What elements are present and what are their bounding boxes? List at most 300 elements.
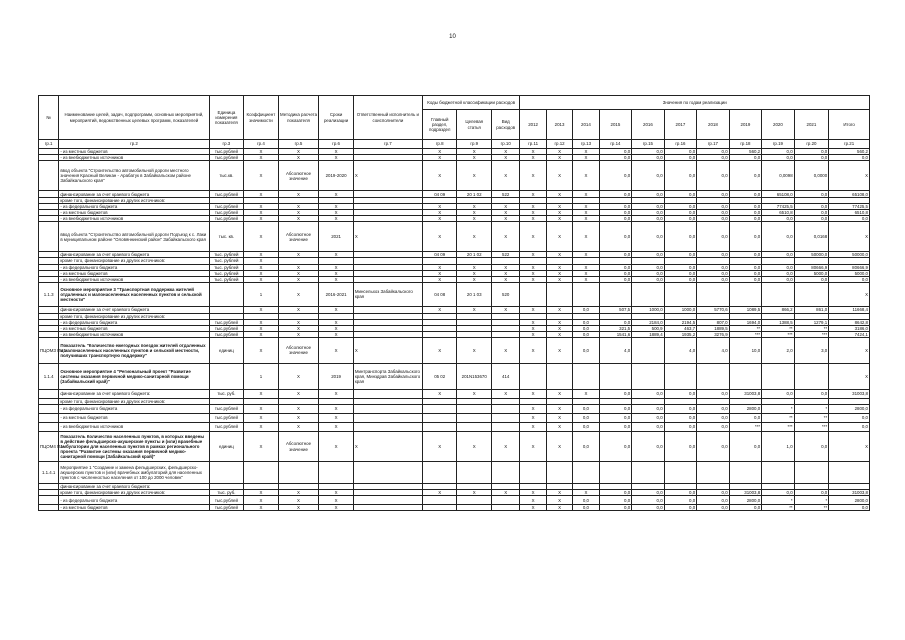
table-cell: 5770,6 [697, 306, 730, 313]
table-cell: 0,0 [794, 276, 829, 282]
table-cell: - из федерального бюджета [59, 319, 209, 325]
table-cell: 1694,0 [729, 319, 762, 325]
table-cell: 0,0 [729, 216, 762, 222]
table-cell: X [491, 337, 519, 363]
table-cell: X [546, 319, 572, 325]
table-cell: X [546, 505, 572, 511]
table-cell: X [422, 306, 457, 313]
table-cell: - из местных бюджетов [59, 325, 209, 331]
table-cell: - из местных бюджетов [59, 505, 209, 511]
table-cell: - из федерального бюджета [59, 204, 209, 210]
table-cell: 0,0 [599, 191, 632, 198]
table-cell: 0,0 [729, 276, 762, 282]
header-year: 2018 [697, 110, 730, 140]
table-cell: X [829, 363, 870, 389]
table-cell: X [457, 161, 492, 191]
table-cell: 0,0168 [794, 222, 829, 252]
table-cell: X [573, 210, 599, 216]
table-cell: X [457, 337, 492, 363]
table-cell: X [546, 276, 572, 282]
table-cell [664, 282, 697, 306]
table-cell: кроме того, финансирование из других источников: [59, 490, 209, 496]
table-cell: 0,0 [664, 149, 697, 155]
table-cell: тыс.рублей [209, 423, 244, 432]
table-cell: *** [794, 423, 829, 432]
table-cell: X [520, 222, 546, 252]
table-cell [599, 462, 632, 484]
table-cell: - из внебюджетных источников [59, 216, 209, 222]
column-number: гр.20 [794, 140, 829, 149]
table-cell: 0,0 [632, 222, 665, 252]
table-cell: X [422, 161, 457, 191]
table-cell: X [520, 405, 546, 414]
table-cell: X [520, 319, 546, 325]
table-cell: тыс.рублей [209, 210, 244, 216]
table-cell: 0,0 [729, 222, 762, 252]
table-cell [632, 337, 665, 363]
table-cell: 0,0 [632, 405, 665, 414]
table-cell [39, 414, 59, 423]
table-cell: X [546, 155, 572, 161]
table-cell: X [244, 331, 279, 337]
table-cell [729, 282, 762, 306]
table-cell: X [573, 222, 599, 252]
table-cell: X [520, 505, 546, 511]
table-cell: тыс. кв. [209, 222, 244, 252]
table-cell: X [422, 149, 457, 155]
table-cell: X [546, 496, 572, 505]
table-cell [546, 282, 572, 306]
table-cell: X [491, 432, 519, 462]
table-cell: * [762, 496, 795, 505]
table-cell: 0,0 [632, 276, 665, 282]
table-cell: - из внебюджетных источников [59, 276, 209, 282]
table-cell [422, 405, 457, 414]
header-kbk-type: Вид расходов [491, 110, 519, 140]
table-cell: 522 [491, 252, 519, 258]
table-cell: X [278, 319, 319, 325]
table-cell: X [244, 204, 279, 210]
table-cell: 20 1 02 [457, 252, 492, 258]
table-cell: тыс.рублей [209, 405, 244, 414]
table-cell: 1279,1 [794, 319, 829, 325]
table-cell: финансирование за счет краевого бюджета [59, 306, 209, 313]
table-cell: 0,0 [794, 204, 829, 210]
table-cell [829, 462, 870, 484]
table-cell [664, 462, 697, 484]
header-year: 2013 [546, 110, 572, 140]
table-cell: 0,0 [632, 270, 665, 276]
table-cell: 861,0 [794, 306, 829, 313]
table-cell: 2184,0 [632, 319, 665, 325]
table-cell: X [244, 264, 279, 270]
table-cell: X [457, 149, 492, 155]
table-cell: X [244, 490, 279, 496]
table-cell: 0,0 [599, 270, 632, 276]
table-cell [244, 462, 279, 484]
table-cell: X [829, 432, 870, 462]
table-cell: X [573, 149, 599, 155]
table-cell: 560,2 [829, 149, 870, 155]
table-cell: X [278, 191, 319, 198]
table-row [39, 496, 870, 505]
table-cell [457, 505, 492, 511]
table-cell [39, 405, 59, 414]
table-cell: 0,0 [632, 389, 665, 398]
table-cell: ПЦОМЗ ПЦ1 [39, 337, 59, 363]
table-row [39, 363, 870, 389]
table-cell [491, 414, 519, 423]
table-cell [697, 282, 730, 306]
table-cell: X [491, 222, 519, 252]
table-cell: 0,0 [829, 155, 870, 161]
column-number: гр.17 [697, 140, 730, 149]
table-cell: Абсолютное значение [278, 161, 319, 191]
table-cell: 0,0 [664, 191, 697, 198]
table-cell: X [244, 496, 279, 505]
table-cell: 0,0 [664, 264, 697, 270]
table-cell: X [278, 490, 319, 496]
table-cell: X [457, 270, 492, 276]
table-cell: 0,0 [599, 319, 632, 325]
table-cell: X [491, 149, 519, 155]
table-cell: X [244, 270, 279, 276]
table-cell: 0,0 [762, 276, 795, 282]
table-cell: X [546, 423, 572, 432]
column-number: гр.1 [39, 140, 59, 149]
table-cell: 0,0 [632, 432, 665, 462]
table-cell: - из внебюджетных источников [59, 331, 209, 337]
table-row [39, 161, 870, 191]
table-cell: 0,0 [762, 216, 795, 222]
table-cell: 0,0 [632, 490, 665, 496]
table-cell: X [457, 490, 492, 496]
table-cell: 0,0 [664, 389, 697, 398]
table-cell: 0,0 [599, 496, 632, 505]
table-cell: X [244, 414, 279, 423]
table-cell: 0,0 [697, 490, 730, 496]
table-cell: Основное мероприятие 4 "Региональный проект "Развитие системы оказания первичной медико-санитарной помощи (Забайкальский край)" [59, 363, 209, 389]
table-cell: - из внебюджетных источников [59, 423, 209, 432]
table-row [39, 337, 870, 363]
table-cell: 0,0 [664, 222, 697, 252]
table-cell: X [319, 204, 354, 210]
header-year: 2020 [762, 110, 795, 140]
table-cell: X [422, 337, 457, 363]
table-cell: X [573, 276, 599, 282]
table-cell [491, 462, 519, 484]
table-cell: 80666,9 [829, 264, 870, 270]
table-cell: 0,0 [729, 264, 762, 270]
table-cell: X [278, 252, 319, 258]
table-cell: X [573, 252, 599, 258]
table-cell: X [829, 222, 870, 252]
table-cell [353, 505, 422, 511]
header-name: Наименование целей, задач, подпрограмм, основных мероприятий, мероприятий, ведомственных целевых программ, показателей [59, 96, 209, 140]
table-cell: финансирование за счет краевого бюджета: [59, 389, 209, 398]
table-cell: X [319, 319, 354, 325]
table-cell: тыс.рублей [209, 414, 244, 423]
table-cell: 0,0 [573, 496, 599, 505]
table-cell: X [244, 252, 279, 258]
table-cell: 0,0 [632, 496, 665, 505]
table-cell: 0,0 [729, 191, 762, 198]
table-cell: X [319, 191, 354, 198]
table-cell: 1388,5 [762, 319, 795, 325]
column-number: гр.3 [209, 140, 244, 149]
table-cell [353, 423, 422, 432]
header-year: 2012 [520, 110, 546, 140]
table-cell [39, 496, 59, 505]
table-cell: X [244, 325, 279, 331]
table-cell: X [520, 155, 546, 161]
table-cell: X [520, 490, 546, 496]
header-kbk-article: Целевая статья [457, 110, 492, 140]
table-cell: 04 09 [422, 252, 457, 258]
table-cell: тыс.рублей [209, 319, 244, 325]
column-number: гр.8 [422, 140, 457, 149]
table-cell: X [457, 389, 492, 398]
table-cell [209, 306, 244, 313]
table-cell: X [278, 210, 319, 216]
table-cell: *** [762, 331, 795, 337]
table-cell: 0,0 [632, 264, 665, 270]
table-cell: 0,0 [762, 222, 795, 252]
table-cell: X [278, 331, 319, 337]
table-cell [491, 496, 519, 505]
table-cell [520, 282, 546, 306]
table-cell [762, 363, 795, 389]
table-cell: 0,0 [573, 325, 599, 331]
table-cell: X [491, 389, 519, 398]
table-cell: X [278, 423, 319, 432]
table-cell [762, 462, 795, 484]
table-cell: 11668,4 [829, 306, 870, 313]
table-cell: 31003,8 [729, 490, 762, 496]
table-cell: 0,0 [794, 155, 829, 161]
table-cell: ** [794, 325, 829, 331]
table-cell: 0,0 [599, 405, 632, 414]
table-cell: X [319, 389, 354, 398]
table-cell: 0,0 [829, 216, 870, 222]
table-cell: X [491, 161, 519, 191]
table-cell: X [520, 270, 546, 276]
table-cell: - из местных бюджетов [59, 270, 209, 276]
table-cell [39, 306, 59, 313]
table-cell: X [573, 264, 599, 270]
table-cell: X [520, 337, 546, 363]
column-number: гр.19 [762, 140, 795, 149]
table-cell: X [573, 389, 599, 398]
table-cell: X [278, 405, 319, 414]
column-number-row [39, 140, 870, 149]
table-cell [39, 423, 59, 432]
table-cell: 0,0 [573, 414, 599, 423]
table-cell: 80666,9 [794, 264, 829, 270]
table-cell: X [319, 490, 354, 496]
header-kbk-section: Главный раздел, подраздел [422, 110, 457, 140]
header-unit: Единица измерения показателя [209, 96, 244, 140]
table-cell: X [319, 337, 354, 363]
table-cell [422, 505, 457, 511]
table-cell: кроме того, финансирование из других источников: [59, 258, 209, 264]
table-cell: 321,5 [599, 325, 632, 331]
table-cell: 0,0 [664, 505, 697, 511]
table-cell: 0,0 [599, 505, 632, 511]
table-cell: X [319, 405, 354, 414]
table-cell: 5000,0 [829, 270, 870, 276]
table-cell [39, 505, 59, 511]
table-cell: X [520, 306, 546, 313]
table-cell: X [546, 490, 572, 496]
column-number: гр.6 [319, 140, 354, 149]
table-cell: 1.1.4.1 [39, 462, 59, 484]
table-cell: Показатель Количество населенных пунктов, в которых введены в действие фельдшерско-акушерские пункты и (или) врачебные амбулатории для населенных пунктов в рамках регионального проекта "Развитие системы оказания первичной медико-санитарной помощи (Забайкальский край)" [59, 432, 209, 462]
table-cell: X [520, 204, 546, 210]
table-cell: X [546, 222, 572, 252]
table-cell: Мероприятие 1 "Создание и замена фельдшерских, фельдшерско-акушерских пунктов и (или) врачебных амбулаторий для населенных пунктов с численностью населения от 100 до 2000 человек" [59, 462, 209, 484]
table-cell: 77425,5 [762, 204, 795, 210]
table-cell: финансирование за счет краевого бюджета [59, 252, 209, 258]
table-cell: 0,0 [794, 490, 829, 496]
table-cell: X [319, 276, 354, 282]
table-cell: *** [762, 423, 795, 432]
table-cell: кроме того, финансирование из других источников: [59, 198, 209, 204]
table-cell: ПЦОМ4 П1 [39, 432, 59, 462]
table-cell: X [422, 204, 457, 210]
table-cell: X [457, 216, 492, 222]
table-cell [697, 462, 730, 484]
table-cell: X [491, 210, 519, 216]
table-cell: X [829, 161, 870, 191]
table-cell [319, 462, 354, 484]
table-cell: 0,0 [697, 155, 730, 161]
table-cell: - из местных бюджетов [59, 149, 209, 155]
table-cell: 0,0 [599, 149, 632, 155]
table-cell: тыс.рублей [209, 216, 244, 222]
table-cell: X [278, 270, 319, 276]
table-cell: 201N153670 [457, 363, 492, 389]
table-cell: 0,0 [573, 331, 599, 337]
table-cell: 0,0 [664, 405, 697, 414]
table-cell: 8642,8 [829, 319, 870, 325]
table-cell: 0,0 [664, 155, 697, 161]
table-cell: X [422, 389, 457, 398]
table-cell: 0,0 [762, 389, 795, 398]
table-cell: 0,0 [599, 222, 632, 252]
table-cell: 0,0 [762, 264, 795, 270]
table-cell [209, 282, 244, 306]
table-cell: 0,0 [829, 414, 870, 423]
table-cell: 0,0 [573, 505, 599, 511]
table-cell: X [278, 325, 319, 331]
table-cell: X [353, 222, 422, 252]
table-cell: X [520, 252, 546, 258]
table-cell [353, 496, 422, 505]
table-cell: 0,0 [794, 389, 829, 398]
table-cell: ** [729, 325, 762, 331]
table-cell [729, 462, 762, 484]
table-cell: X [546, 331, 572, 337]
table-cell: 0,0 [697, 222, 730, 252]
table-cell: X [278, 363, 319, 389]
table-cell: X [491, 276, 519, 282]
table-cell: 0,0 [573, 423, 599, 432]
table-cell: кроме того, финансирование из других источников: [59, 398, 209, 404]
table-cell: 0,0 [729, 155, 762, 161]
table-cell [39, 222, 59, 252]
table-cell: X [278, 155, 319, 161]
table-cell: 0,0 [664, 432, 697, 462]
table-cell: тыс.рублей [209, 155, 244, 161]
table-row [39, 414, 870, 423]
table-row [39, 191, 870, 198]
table-cell [491, 405, 519, 414]
table-cell: 0,0 [762, 270, 795, 276]
table-cell: 0,0 [762, 155, 795, 161]
table-cell: 0,0 [794, 216, 829, 222]
table-cell: X [491, 306, 519, 313]
table-cell: X [546, 191, 572, 198]
table-cell: X [546, 252, 572, 258]
table-cell: X [457, 210, 492, 216]
table-cell: X [573, 216, 599, 222]
table-row [39, 462, 870, 484]
table-cell: 2019 [319, 363, 354, 389]
table-cell: 0,0 [729, 505, 762, 511]
table-cell: 0,0 [599, 490, 632, 496]
table-cell: X [244, 389, 279, 398]
header-year: 2019 [729, 110, 762, 140]
table-cell: X [244, 405, 279, 414]
table-cell: X [278, 264, 319, 270]
table-cell: X [244, 258, 279, 264]
column-number: гр.13 [573, 140, 599, 149]
table-cell [632, 363, 665, 389]
table-cell [353, 389, 422, 398]
table-cell: 1935,2 [664, 331, 697, 337]
table-cell: 2800,0 [729, 496, 762, 505]
table-cell [664, 363, 697, 389]
table-cell: X [520, 191, 546, 198]
table-cell: * [794, 496, 829, 505]
table-cell [491, 423, 519, 432]
table-cell: 0,0 [599, 252, 632, 258]
table-cell: 0,0098 [762, 161, 795, 191]
column-number: гр.15 [632, 140, 665, 149]
table-cell [520, 363, 546, 389]
table-cell: 0,0 [599, 210, 632, 216]
table-cell: X [244, 505, 279, 511]
header-year: 2014 [573, 110, 599, 140]
table-cell: X [546, 389, 572, 398]
table-cell: X [244, 216, 279, 222]
table-cell: X [520, 496, 546, 505]
table-cell: X [422, 490, 457, 496]
table-cell: 3186,0 [829, 325, 870, 331]
table-cell: финансирование за счет краевого бюджета [59, 191, 209, 198]
table-cell: *** [794, 331, 829, 337]
table-cell: X [829, 282, 870, 306]
table-cell [546, 363, 572, 389]
table-cell: X [319, 149, 354, 155]
table-cell: ** [762, 414, 795, 423]
table-cell: X [457, 276, 492, 282]
table-cell: Абсолютное значение [278, 432, 319, 462]
table-cell: X [422, 222, 457, 252]
table-cell: X [278, 496, 319, 505]
column-number: гр.7 [353, 140, 422, 149]
